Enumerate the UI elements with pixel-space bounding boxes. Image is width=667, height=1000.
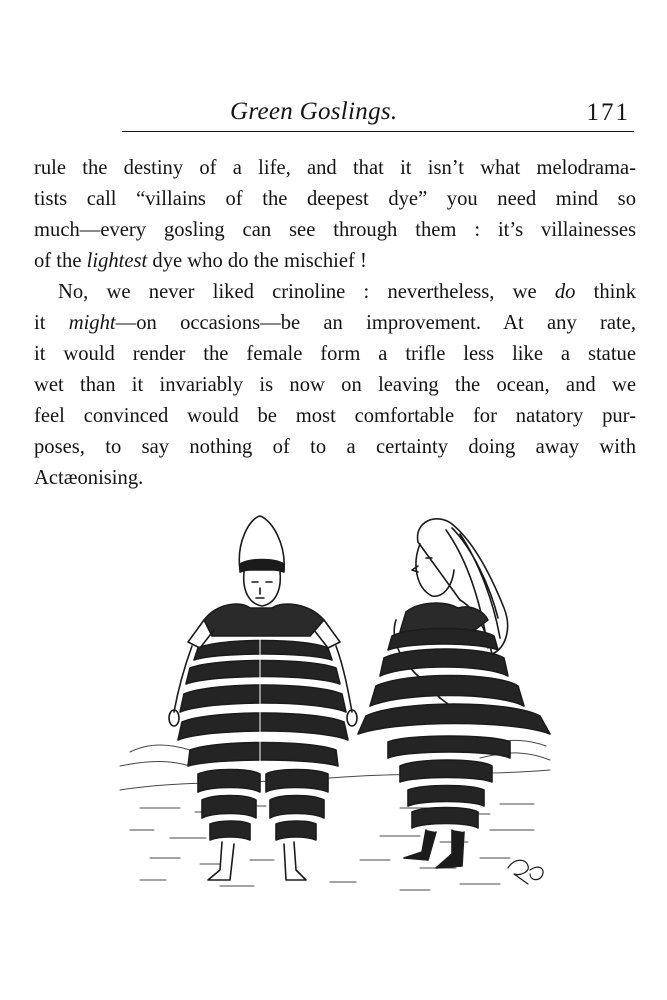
italic-run: lightest (86, 250, 148, 272)
text-run: —on occasions—be an improvement. At any rate, (115, 312, 637, 334)
italic-run: might (68, 312, 116, 334)
header-rule (122, 131, 634, 132)
text-line: much—every gosling can see through them : it’s villainesses (34, 219, 636, 241)
body-text (34, 153, 636, 494)
text-run: No, we never liked crinoline : nevertheless, we (58, 281, 555, 303)
text-line (34, 277, 636, 308)
figure-boy (169, 516, 357, 880)
text-line (34, 308, 636, 339)
page-number: 171 (586, 99, 630, 126)
text-line: Actæonising. (34, 467, 144, 489)
text-line: tists call “villains of the deepest dye” you need mind so (34, 188, 636, 210)
italic-run: do (554, 281, 576, 303)
figure-girl (358, 519, 550, 868)
text-line (34, 246, 636, 277)
running-title: Green Goslings. (230, 98, 398, 125)
text-line: rule the destiny of a life, and that it isn’t what melodrama- (34, 157, 636, 179)
text-run: think (575, 281, 636, 303)
text-run: dye who do the mischief ! (147, 250, 367, 272)
text-line: it would render the female form a trifle less like a statue (34, 343, 636, 365)
text-run: of the (34, 250, 87, 272)
text-run: it (34, 312, 69, 334)
text-line: wet than it invariably is now on leaving the ocean, and we (34, 374, 636, 396)
crinoline-bathers-illustration (100, 508, 570, 900)
text-line: poses, to say nothing of to a certainty doing away with (34, 436, 636, 458)
artist-monogram (508, 860, 543, 884)
paragraph-1 (34, 153, 636, 277)
text-line: feel convinced would be most comfortable for natatory pur- (34, 405, 636, 427)
running-header (122, 96, 634, 136)
paragraph-2 (34, 277, 636, 494)
